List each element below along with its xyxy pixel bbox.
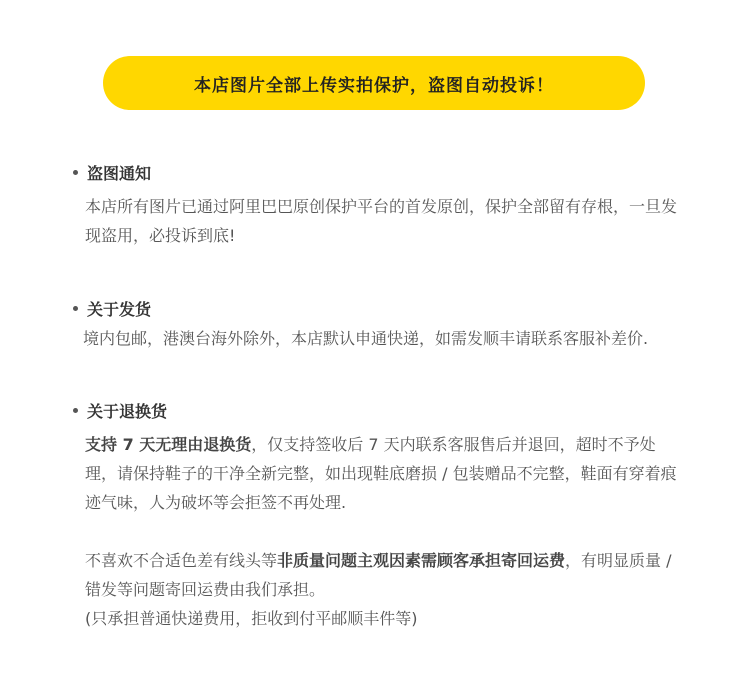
promo-banner	[103, 56, 645, 110]
returns-highlight: 支持 7 天无理由退换货	[85, 435, 252, 454]
bullet-icon	[73, 306, 78, 311]
bullet-icon	[73, 408, 78, 413]
section-heading	[70, 160, 680, 184]
banner-text: 本店图片全部上传实拍保护，盗图自动投诉！	[194, 75, 554, 96]
heading-text: 关于发货	[87, 299, 152, 319]
returns-policy-text	[85, 430, 680, 517]
bullet-icon	[73, 170, 78, 175]
returns-detail: ，仅支持签收后 7 天内联系客服售后并退回，超时不予处理，请保持鞋子的干净全新完整，如出现鞋底磨损 / 包装赠品不完整，鞋面有穿着痕迹气味，人为破坏等会拒签不再处理.	[85, 435, 677, 512]
section-heading	[70, 398, 680, 422]
fee-detail: ，有明显质量 / 错发等问题寄回运费由我们承担。	[85, 551, 672, 599]
shipping-fee-text	[85, 546, 680, 604]
section-heading	[70, 296, 680, 320]
heading-text: 盗图通知	[87, 163, 152, 183]
fee-highlight: 非质量问题主观因素需顾客承担寄回运费	[277, 551, 566, 570]
fee-note: (只承担普通快递费用，拒收到付平邮顺丰件等)	[85, 609, 418, 628]
heading-text: 关于退换货	[87, 401, 168, 421]
theft-notice-text: 本店所有图片已通过阿里巴巴原创保护平台的首发原创，保护全部留有存根，一旦发现盗用，必投诉到底!	[85, 197, 678, 245]
section-shipping	[70, 296, 680, 353]
section-theft-notice	[70, 160, 680, 250]
section-returns	[70, 398, 680, 633]
fee-prefix: 不喜欢不合适色差有线头等	[85, 551, 278, 570]
shipping-text: 境内包邮，港澳台海外除外，本店默认申通快递，如需发顺丰请联系客服补差价.	[83, 329, 649, 348]
